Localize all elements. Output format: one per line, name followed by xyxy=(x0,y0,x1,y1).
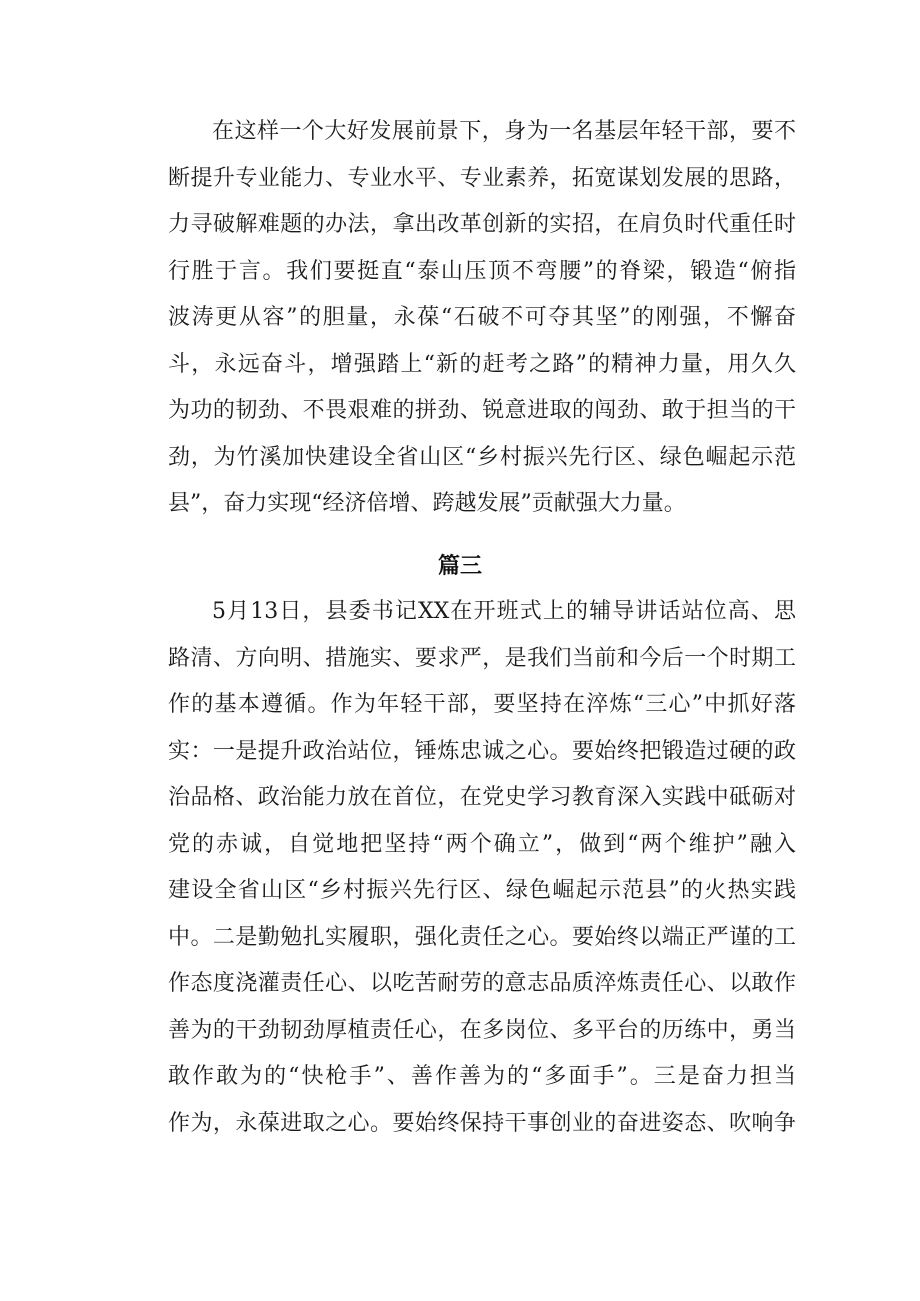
paragraph-line: 为功的韧劲、不畏艰难的拼劲、锐意进取的闯劲、敢于担当的干 xyxy=(168,398,796,423)
paragraph-line: 作为，永葆进取之心。要始终保持干事创业的奋进姿态、吹响争 xyxy=(168,1111,796,1136)
paragraph-line: 波涛更从容”的胆量，永葆“石破不可夺其坚”的刚强，不懈奋 xyxy=(168,305,796,330)
paragraph-line: 县”，奋力实现“经济倍增、跨越发展”贡献强大力量。 xyxy=(168,491,686,516)
paragraph-line: 作态度浇灌责任心、以吃苦耐劳的意志品质淬炼责任心、以敢作 xyxy=(168,971,796,996)
paragraph-line: 治品格、政治能力放在首位，在党史学习教育深入实践中砥砺对 xyxy=(168,785,796,810)
paragraph-line: 力寻破解难题的办法，拿出改革创新的实招，在肩负时代重任时 xyxy=(168,212,796,237)
section-heading: 篇三 xyxy=(437,553,482,579)
paragraph-line: 建设全省山区“乡村振兴先行区、绿色崛起示范县”的火热实践 xyxy=(168,878,796,903)
paragraph-line: 断提升专业能力、专业水平、专业素养，拓宽谋划发展的思路， xyxy=(168,166,796,191)
paragraph-line: 路清、方向明、措施实、要求严，是我们当前和今后一个时期工 xyxy=(168,646,796,671)
paragraph-line: 斗，永远奋斗，增强踏上“新的赶考之路”的精神力量，用久久 xyxy=(168,352,796,377)
paragraph-line: 敢作敢为的“快枪手”、善作善为的“多面手”。三是奋力担当 xyxy=(168,1064,796,1089)
paragraph-line: 在这样一个大好发展前景下，身为一名基层年轻干部，要不 xyxy=(212,119,796,144)
paragraph-line: 党的赤诚，自觉地把坚持“两个确立”，做到“两个维护”融入 xyxy=(168,832,796,857)
paragraph-line: 中。二是勤勉扎实履职，强化责任之心。要始终以端正严谨的工 xyxy=(168,925,796,950)
paragraph-line: 劲，为竹溪加快建设全省山区“乡村振兴先行区、绿色崛起示范 xyxy=(168,445,796,470)
paragraph-line: 作的基本遵循。作为年轻干部，要坚持在淬炼“三心”中抓好落 xyxy=(168,692,796,717)
paragraph-line: 善为的干劲韧劲厚植责任心，在多岗位、多平台的历练中，勇当 xyxy=(168,1018,796,1043)
paragraph-line: 行胜于言。我们要挺直“泰山压顶不弯腰”的脊梁，锻造“俯指 xyxy=(168,259,796,284)
paragraph-line: 5月13日，县委书记XX在开班式上的辅导讲话站位高、思 xyxy=(212,599,796,624)
paragraph-line: 实：一是提升政治站位，锤炼忠诚之心。要始终把锻造过硬的政 xyxy=(168,739,796,764)
